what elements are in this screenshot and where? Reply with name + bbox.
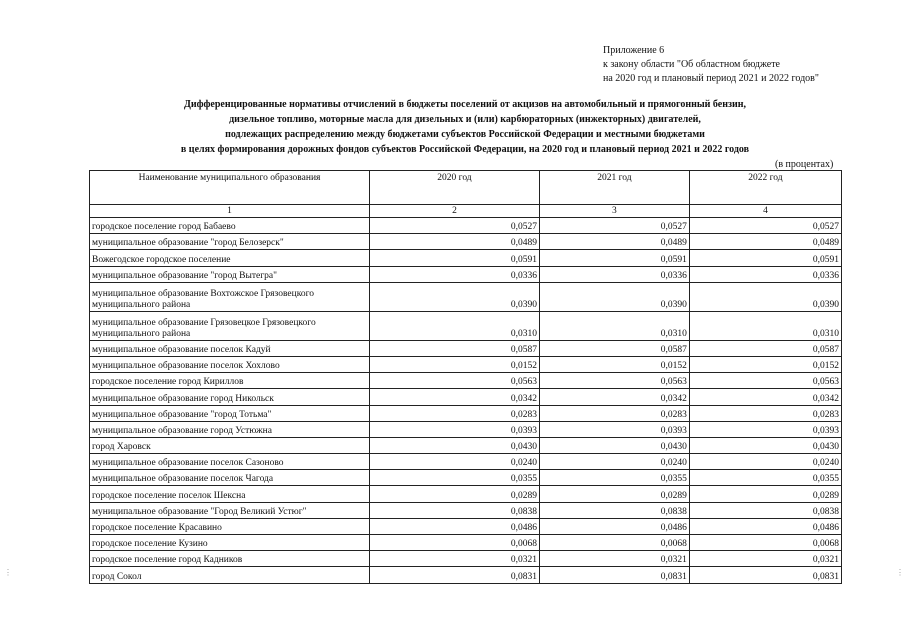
table-row <box>90 356 842 372</box>
value-2022-cell: 0,0283 <box>689 405 841 421</box>
header-2022: 2022 год <box>689 171 841 205</box>
value-2021-cell: 0,0289 <box>539 486 689 502</box>
col-number-1: 1 <box>90 205 370 218</box>
col-number-3: 3 <box>539 205 689 218</box>
row-name-cell: городское поселение город Бабаево <box>90 218 370 234</box>
value-2021-cell: 0,0838 <box>539 502 689 518</box>
value-2021-cell: 0,0390 <box>539 282 689 311</box>
value-2022-cell: 0,0152 <box>689 356 841 372</box>
value-2020-cell: 0,0152 <box>370 356 540 372</box>
row-name-cell: муниципальное образование поселок Кадуй <box>90 340 370 356</box>
value-2020-cell: 0,0486 <box>370 518 540 534</box>
value-2021-cell: 0,0336 <box>539 266 689 282</box>
value-2020-cell: 0,0430 <box>370 437 540 453</box>
table-body <box>90 218 842 584</box>
row-name-cell: муниципальное образование "город Тотьма" <box>90 405 370 421</box>
value-2022-cell: 0,0591 <box>689 250 841 266</box>
table-row <box>90 234 842 250</box>
value-2021-cell: 0,0486 <box>539 518 689 534</box>
column-number-row <box>90 205 842 218</box>
table-row <box>90 437 842 453</box>
value-2020-cell: 0,0321 <box>370 551 540 567</box>
value-2021-cell: 0,0563 <box>539 373 689 389</box>
table-row <box>90 454 842 470</box>
value-2022-cell: 0,0587 <box>689 340 841 356</box>
margin-mark-right: ⋮ <box>896 568 904 577</box>
value-2020-cell: 0,0342 <box>370 389 540 405</box>
value-2022-cell: 0,0527 <box>689 218 841 234</box>
row-name-cell: муниципальное образование "город Вытегра" <box>90 266 370 282</box>
value-2021-cell: 0,0587 <box>539 340 689 356</box>
value-2021-cell: 0,0342 <box>539 389 689 405</box>
norms-table <box>89 170 842 584</box>
table-row <box>90 551 842 567</box>
value-2021-cell: 0,0393 <box>539 421 689 437</box>
table-row <box>90 250 842 266</box>
value-2022-cell: 0,0355 <box>689 470 841 486</box>
value-2020-cell: 0,0336 <box>370 266 540 282</box>
value-2021-cell: 0,0321 <box>539 551 689 567</box>
row-name-cell: муниципальное образование Вохтожское Грязовецкого муниципального района <box>90 282 370 311</box>
appendix-note <box>603 44 819 86</box>
value-2020-cell: 0,0393 <box>370 421 540 437</box>
value-2022-cell: 0,0321 <box>689 551 841 567</box>
table-row <box>90 311 842 340</box>
value-2021-cell: 0,0527 <box>539 218 689 234</box>
value-2020-cell: 0,0527 <box>370 218 540 234</box>
margin-mark-left: ⋮ <box>4 568 12 577</box>
title-line-3: подлежащих распределению между бюджетами субъектов Российской Федерации и местными бюджетами <box>225 129 705 140</box>
value-2021-cell: 0,0310 <box>539 311 689 340</box>
table-row <box>90 218 842 234</box>
value-2022-cell: 0,0838 <box>689 502 841 518</box>
table-row <box>90 266 842 282</box>
value-2022-cell: 0,0486 <box>689 518 841 534</box>
row-name-cell: городское поселение Красавино <box>90 518 370 534</box>
row-name-cell: городское поселение город Кадников <box>90 551 370 567</box>
value-2022-cell: 0,0336 <box>689 266 841 282</box>
table-header-row <box>90 171 842 205</box>
header-2021: 2021 год <box>539 171 689 205</box>
value-2022-cell: 0,0831 <box>689 567 841 583</box>
value-2020-cell: 0,0587 <box>370 340 540 356</box>
col-number-4: 4 <box>689 205 841 218</box>
title-line-1: Дифференцированные нормативы отчислений в бюджеты поселений от акцизов на автомобильный и прямогонный бензин, <box>183 99 747 110</box>
row-name-cell: муниципальное образование поселок Хохлово <box>90 356 370 372</box>
units-note: (в процентах) <box>775 159 834 170</box>
table-row <box>90 405 842 421</box>
row-name-cell: городское поселение город Кириллов <box>90 373 370 389</box>
row-name-cell: муниципальное образование "Город Великий Устюг" <box>90 502 370 518</box>
value-2020-cell: 0,0289 <box>370 486 540 502</box>
appendix-line-1: Приложение 6 <box>603 45 665 56</box>
row-name-cell: муниципальное образование поселок Сазоново <box>90 454 370 470</box>
header-name: Наименование муниципального образования <box>90 171 370 205</box>
value-2022-cell: 0,0342 <box>689 389 841 405</box>
table-row <box>90 518 842 534</box>
title-line-2: дизельное топливо, моторные масла для дизельных и (или) карбюраторных (инжекторных) двигателей, <box>229 114 701 125</box>
table-row <box>90 282 842 311</box>
value-2022-cell: 0,0563 <box>689 373 841 389</box>
value-2021-cell: 0,0831 <box>539 567 689 583</box>
row-name-cell: город Харовск <box>90 437 370 453</box>
value-2020-cell: 0,0831 <box>370 567 540 583</box>
value-2022-cell: 0,0068 <box>689 535 841 551</box>
value-2022-cell: 0,0289 <box>689 486 841 502</box>
value-2021-cell: 0,0591 <box>539 250 689 266</box>
value-2021-cell: 0,0489 <box>539 234 689 250</box>
value-2020-cell: 0,0390 <box>370 282 540 311</box>
value-2022-cell: 0,0240 <box>689 454 841 470</box>
table-row <box>90 486 842 502</box>
row-name-cell: муниципальное образование поселок Чагода <box>90 470 370 486</box>
table-row <box>90 502 842 518</box>
row-name-cell: Вожегодское городское поселение <box>90 250 370 266</box>
table-row <box>90 421 842 437</box>
appendix-line-2: к закону области "Об областном бюджете <box>603 59 780 70</box>
value-2022-cell: 0,0430 <box>689 437 841 453</box>
value-2021-cell: 0,0152 <box>539 356 689 372</box>
table-row <box>90 373 842 389</box>
value-2020-cell: 0,0310 <box>370 311 540 340</box>
table-row <box>90 470 842 486</box>
col-number-2: 2 <box>370 205 540 218</box>
value-2022-cell: 0,0310 <box>689 311 841 340</box>
row-name-cell: городское поселение Кузино <box>90 535 370 551</box>
table-row <box>90 567 842 583</box>
value-2020-cell: 0,0240 <box>370 454 540 470</box>
title-line-4: в целях формирования дорожных фондов субъектов Российской Федерации, на 2020 год и плановый период 2021 и 2022 годов <box>180 144 750 155</box>
value-2020-cell: 0,0068 <box>370 535 540 551</box>
value-2022-cell: 0,0390 <box>689 282 841 311</box>
value-2021-cell: 0,0430 <box>539 437 689 453</box>
value-2021-cell: 0,0068 <box>539 535 689 551</box>
value-2020-cell: 0,0355 <box>370 470 540 486</box>
table-row <box>90 389 842 405</box>
value-2021-cell: 0,0355 <box>539 470 689 486</box>
table-row <box>90 535 842 551</box>
row-name-cell: муниципальное образование город Никольск <box>90 389 370 405</box>
document-title <box>120 97 810 157</box>
value-2020-cell: 0,0591 <box>370 250 540 266</box>
row-name-cell: муниципальное образование Грязовецкое Грязовецкого муниципального района <box>90 311 370 340</box>
row-name-cell: город Сокол <box>90 567 370 583</box>
value-2022-cell: 0,0489 <box>689 234 841 250</box>
header-2020: 2020 год <box>370 171 540 205</box>
appendix-line-3: на 2020 год и плановый период 2021 и 2022 годов" <box>603 73 819 84</box>
row-name-cell: муниципальное образование город Устюжна <box>90 421 370 437</box>
value-2020-cell: 0,0838 <box>370 502 540 518</box>
value-2020-cell: 0,0283 <box>370 405 540 421</box>
value-2022-cell: 0,0393 <box>689 421 841 437</box>
value-2020-cell: 0,0563 <box>370 373 540 389</box>
table-row <box>90 340 842 356</box>
row-name-cell: городское поселение поселок Шексна <box>90 486 370 502</box>
value-2021-cell: 0,0240 <box>539 454 689 470</box>
value-2021-cell: 0,0283 <box>539 405 689 421</box>
row-name-cell: муниципальное образование "город Белозерск" <box>90 234 370 250</box>
value-2020-cell: 0,0489 <box>370 234 540 250</box>
